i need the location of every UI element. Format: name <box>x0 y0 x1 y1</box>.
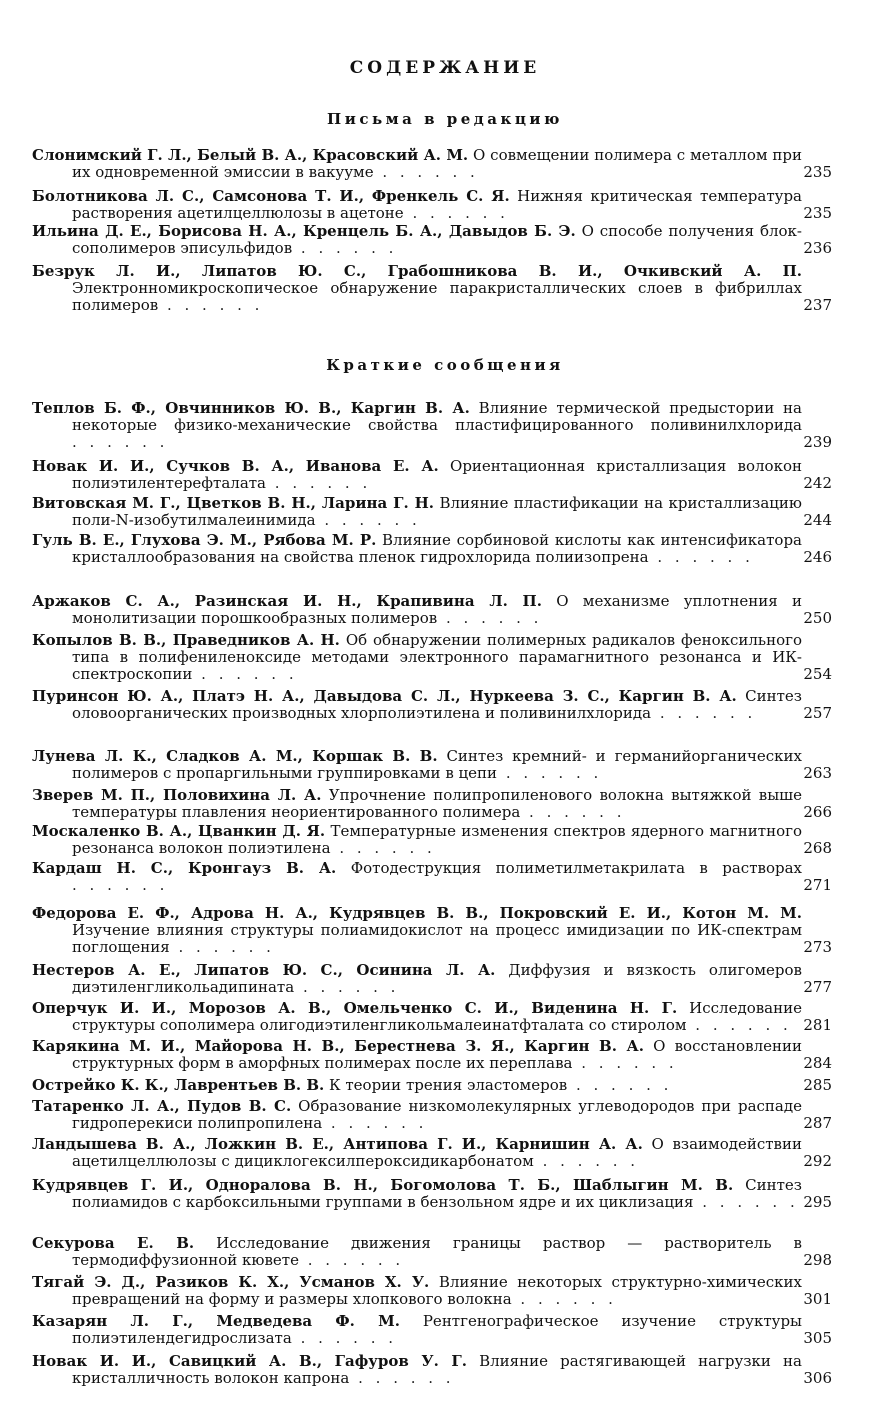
toc-entry <box>32 688 832 722</box>
entry-text <box>32 1038 802 1072</box>
dot-leader: . . . . . . <box>403 204 509 222</box>
entry-title: Влияние сорбиновой кислоты как интенсификатора кристаллообразования на свойства пленок гидрохлорида полиизопрена <box>72 531 803 566</box>
entry-authors: Слонимский Г. Л., Белый В. А., Красовский А. М. <box>32 146 469 164</box>
entry-authors: Кардаш Н. С., Кронгауз В. А. <box>32 859 337 877</box>
entry-text <box>32 532 802 566</box>
toc-entry <box>32 748 832 782</box>
entry-title: Об обнаружении полимерных радикалов феноксильного типа в полифениленоксиде методами электронного парамагнитного резонанса и ИК-спектроскопии <box>72 631 802 683</box>
page-number: 235 <box>803 163 832 181</box>
entry-text <box>32 1077 802 1094</box>
entry-authors: Ландышева В. А., Ложкин В. Е., Антипова Г. И., Карнишин А. А. <box>32 1135 643 1153</box>
entry-authors: Оперчук И. И., Морозов А. В., Омельченко С. И., Виденина Н. Г. <box>32 999 678 1017</box>
entry-text <box>32 1313 802 1347</box>
section-title: Краткие сообщения <box>326 356 564 374</box>
page-number: 271 <box>803 876 832 894</box>
toc-entry <box>32 263 832 314</box>
entry-authors: Теплов Б. Ф., Овчинников Ю. В., Каргин В. А. <box>32 399 470 417</box>
entry-text <box>32 1098 802 1132</box>
dot-leader: . . . . . . <box>292 239 398 257</box>
entry-title: Ориентационная кристаллизация волокон полиэтилентерефталата <box>72 457 802 492</box>
toc-entry <box>32 1177 832 1211</box>
page-number: 236 <box>803 239 832 257</box>
toc-entry <box>32 962 832 996</box>
page-number: 298 <box>803 1251 832 1269</box>
entry-title: О восстановлении структурных форм в аморфных полимерах после их переплава <box>72 1037 802 1072</box>
page-number: 273 <box>803 938 832 956</box>
entry-title: Влияние термической предыстории на некоторые физико-механические свойства пластифицированного поливинилхлорида <box>72 399 802 434</box>
entry-authors: Безрук Л. И., Липатов Ю. С., Грабошникова В. И., Очкивский А. П. <box>32 262 802 280</box>
dot-leader: . . . . . . <box>192 665 298 683</box>
entry-authors: Пуринсон Ю. А., Платэ Н. А., Давыдова С. Л., Нуркеева З. С., Каргин В. А. <box>32 687 737 705</box>
page-number: 237 <box>803 296 832 314</box>
page-number: 277 <box>803 978 832 996</box>
dot-leader: . . . . . . <box>315 511 421 529</box>
entry-title: Электронномикроскопическое обнаружение паракристаллических слоев в фибриллах полимеров <box>72 279 802 314</box>
entry-title: Влияние некоторых структурно-химических превращений на форму и размеры хлопкового волокна <box>72 1273 802 1308</box>
toc-entry <box>32 823 832 857</box>
page-number: 285 <box>803 1076 832 1094</box>
entry-authors: Болотникова Л. С., Самсонова Т. И., Френкель С. Я. <box>32 187 510 205</box>
entry-title: Влияние растягивающей нагрузки на кристалличность волокон капрона <box>72 1352 802 1387</box>
entry-title: К теории трения эластомеров <box>329 1076 568 1094</box>
entry-text <box>32 1177 802 1211</box>
entry-authors: Новак И. И., Савицкий А. В., Гафуров У. Г. <box>32 1352 467 1370</box>
entry-text <box>32 860 802 894</box>
entry-authors: Острейко К. К., Лаврентьев В. В. <box>32 1076 325 1094</box>
dot-leader: . . . . . . <box>169 938 275 956</box>
entry-authors: Зверев М. П., Половихина Л. А. <box>32 786 322 804</box>
entry-text <box>32 495 802 529</box>
entry-authors: Тягай Э. Д., Разиков К. Х., Усманов Х. У. <box>32 1273 430 1291</box>
entry-title: Изучение влияния структуры полиамидокислот на процесс имидизации по ИК-спектрам поглощения <box>72 921 802 956</box>
page-number: 305 <box>803 1329 832 1347</box>
toc-entry <box>32 1098 832 1132</box>
entry-title: Нижняя критическая температура растворения ацетилцеллюлозы в ацетоне <box>72 187 802 222</box>
page-number: 254 <box>803 665 832 683</box>
page-title: СОДЕРЖАНИЕ <box>349 58 541 78</box>
entry-title: Температурные изменения спектров ядерного магнитного резонанса волокон полиэтилена <box>72 822 802 857</box>
entry-text <box>32 1274 802 1308</box>
entry-title: Упрочнение полипропиленового волокна вытяжкой выше температуры плавления неориентированного полимера <box>72 786 802 821</box>
entry-authors: Аржаков С. А., Разинская И. Н., Крапивина Л. П. <box>32 592 542 610</box>
dot-leader: . . . . . . <box>322 1114 428 1132</box>
entry-text <box>32 748 802 782</box>
entry-text <box>32 147 802 181</box>
entry-title: Фотодеструкция полиметилметакрилата в растворах <box>350 859 802 877</box>
toc-entry <box>32 1136 832 1170</box>
entry-authors: Казарян Л. Г., Медведева Ф. М. <box>32 1312 400 1330</box>
dot-leader: . . . . . . <box>533 1152 640 1170</box>
entry-title: Исследование структуры сополимера олигодиэтиленгликольмалеинатфталата со стиролом <box>72 999 802 1034</box>
dot-leader: . . . . . . <box>511 1290 617 1308</box>
entry-authors: Витовская М. Г., Цветков В. Н., Ларина Г. Н. <box>32 494 434 512</box>
entry-authors: Новак И. И., Сучков В. А., Иванова Е. А. <box>32 457 439 475</box>
toc-entry <box>32 1274 832 1308</box>
page-number: 246 <box>803 548 832 566</box>
dot-leader: . . . . . . <box>349 1369 455 1387</box>
entry-authors: Ильина Д. Е., Борисова Н. А., Кренцель Б. А., Давыдов Б. Э. <box>32 222 576 240</box>
entry-title: Образование низкомолекулярных углеводородов при распаде гидроперекиси полипропилена <box>72 1097 802 1132</box>
entry-authors: Москаленко В. А., Цванкин Д. Я. <box>32 822 326 840</box>
entry-text <box>32 593 802 627</box>
entry-title: О способе получения блок-сополимеров эписульфидов <box>72 222 802 257</box>
toc-entry <box>32 458 832 492</box>
page-number: 263 <box>803 764 832 782</box>
toc-entry <box>32 1000 832 1034</box>
toc-entry <box>32 147 832 181</box>
toc-entry <box>32 593 832 627</box>
page-number: 235 <box>803 204 832 222</box>
dot-leader: . . . . . . <box>373 163 479 181</box>
toc-entry <box>32 1353 832 1387</box>
toc-entry <box>32 1235 832 1269</box>
page-number: 284 <box>803 1054 832 1072</box>
toc-entry <box>32 1077 832 1094</box>
page-number: 242 <box>803 474 832 492</box>
dot-leader: . . . . . . <box>520 803 626 821</box>
toc-entry <box>32 632 832 683</box>
entry-title: Влияние пластификации на кристаллизацию поли-N-изобутилмалеинимида <box>72 494 802 529</box>
dot-leader: . . . . . . <box>497 764 603 782</box>
dot-leader: . . . . . . <box>686 1016 792 1034</box>
toc-entry <box>32 860 832 894</box>
dot-leader: . . . . . . <box>158 296 264 314</box>
entry-text <box>32 1000 802 1034</box>
entry-text <box>32 632 802 683</box>
page-number: 301 <box>803 1290 832 1308</box>
dot-leader: . . . . . . <box>651 704 757 722</box>
entry-title: О механизме уплотнения и монолитизации порошкообразных полимеров <box>72 592 802 627</box>
page-number: 268 <box>803 839 832 857</box>
page-number: 257 <box>803 704 832 722</box>
toc-entry <box>32 400 832 451</box>
toc-entry <box>32 1038 832 1072</box>
page-number: 266 <box>803 803 832 821</box>
toc-entry <box>32 223 832 257</box>
page-number: 244 <box>803 511 832 529</box>
entry-authors: Нестеров А. Е., Липатов Ю. С., Осинина Л. А. <box>32 961 496 979</box>
entry-title: Синтез оловоорганических производных хлорполиэтилена и поливинилхлорида <box>72 687 802 722</box>
entry-text <box>32 688 802 722</box>
toc-entry <box>32 188 832 222</box>
entry-text <box>32 1136 802 1170</box>
entry-title: О совмещении полимера с металлом при их одновременной эмиссии в вакууме <box>72 146 802 181</box>
dot-leader: . . . . . . <box>291 1329 398 1347</box>
toc-entry <box>32 787 832 821</box>
dot-leader: . . . . . . <box>298 1251 405 1269</box>
dot-leader: . . . . . . <box>648 548 754 566</box>
dot-leader: . . . . . . <box>572 1054 678 1072</box>
section-title: Письма в редакцию <box>327 110 563 128</box>
entry-title: Синтез кремний- и германийорганических полимеров с пропаргильными группировками в цепи <box>72 747 802 782</box>
entry-text <box>32 1353 802 1387</box>
page-number: 306 <box>803 1369 832 1387</box>
entry-authors: Гуль В. Е., Глухова Э. М., Рябова М. Р. <box>32 531 377 549</box>
entry-authors: Кудрявцев Г. И., Одноралова В. Н., Богомолова Т. Б., Шаблыгин М. В. <box>32 1176 734 1194</box>
dot-leader: . . . . . . <box>330 839 436 857</box>
entry-authors: Секурова Е. В. <box>32 1234 195 1252</box>
entry-authors: Копылов В. В., Праведников А. Н. <box>32 631 340 649</box>
entry-text <box>32 823 802 857</box>
toc-entry <box>32 1313 832 1347</box>
entry-text <box>32 962 802 996</box>
page-number: 239 <box>803 433 832 451</box>
toc-entry <box>32 495 832 529</box>
dot-leader: . . . . . . <box>693 1193 799 1211</box>
dot-leader: . . . . . . <box>437 609 543 627</box>
entry-text <box>32 223 802 257</box>
page-number: 292 <box>803 1152 832 1170</box>
toc-entry <box>32 905 832 956</box>
entry-text <box>32 787 802 821</box>
entry-authors: Федорова Е. Ф., Адрова Н. А., Кудрявцев В. В., Покровский Е. И., Котон М. М. <box>32 904 802 922</box>
dot-leader: . . . . . . <box>294 978 400 996</box>
entry-text <box>32 400 802 451</box>
entry-text <box>32 188 802 222</box>
entry-text <box>32 1235 802 1269</box>
page-number: 250 <box>803 609 832 627</box>
entry-title: Исследование движения границы раствор — растворитель в термодиффузионной кювете <box>72 1234 802 1269</box>
page-number: 287 <box>803 1114 832 1132</box>
page-number: 281 <box>803 1016 832 1034</box>
dot-leader: . . . . . . <box>567 1076 673 1094</box>
entry-title: Диффузия и вязкость олигомеров диэтиленгликольадипината <box>72 961 802 996</box>
entry-text <box>32 263 802 314</box>
page-number: 295 <box>803 1193 832 1211</box>
entry-authors: Татаренко Л. А., Пудов В. С. <box>32 1097 292 1115</box>
dot-leader: . . . . . . <box>72 876 169 894</box>
entry-text <box>32 905 802 956</box>
toc-entry <box>32 532 832 566</box>
entry-authors: Лунева Л. К., Сладков А. М., Коршак В. В. <box>32 747 438 765</box>
entry-title: О взаимодействии ацетилцеллюлозы с дициклогексилпероксидикарбонатом <box>72 1135 802 1170</box>
entry-title: Синтез полиамидов с карбоксильными группами в бензольном ядре и их циклизация <box>72 1176 802 1211</box>
entry-authors: Карякина М. И., Майорова Н. В., Берестнева З. Я., Каргин В. А. <box>32 1037 644 1055</box>
entry-title: Рентгенографическое изучение структуры полиэтилендегидрослизата <box>72 1312 802 1347</box>
dot-leader: . . . . . . <box>266 474 372 492</box>
entry-text <box>32 458 802 492</box>
dot-leader: . . . . . . <box>72 433 169 451</box>
